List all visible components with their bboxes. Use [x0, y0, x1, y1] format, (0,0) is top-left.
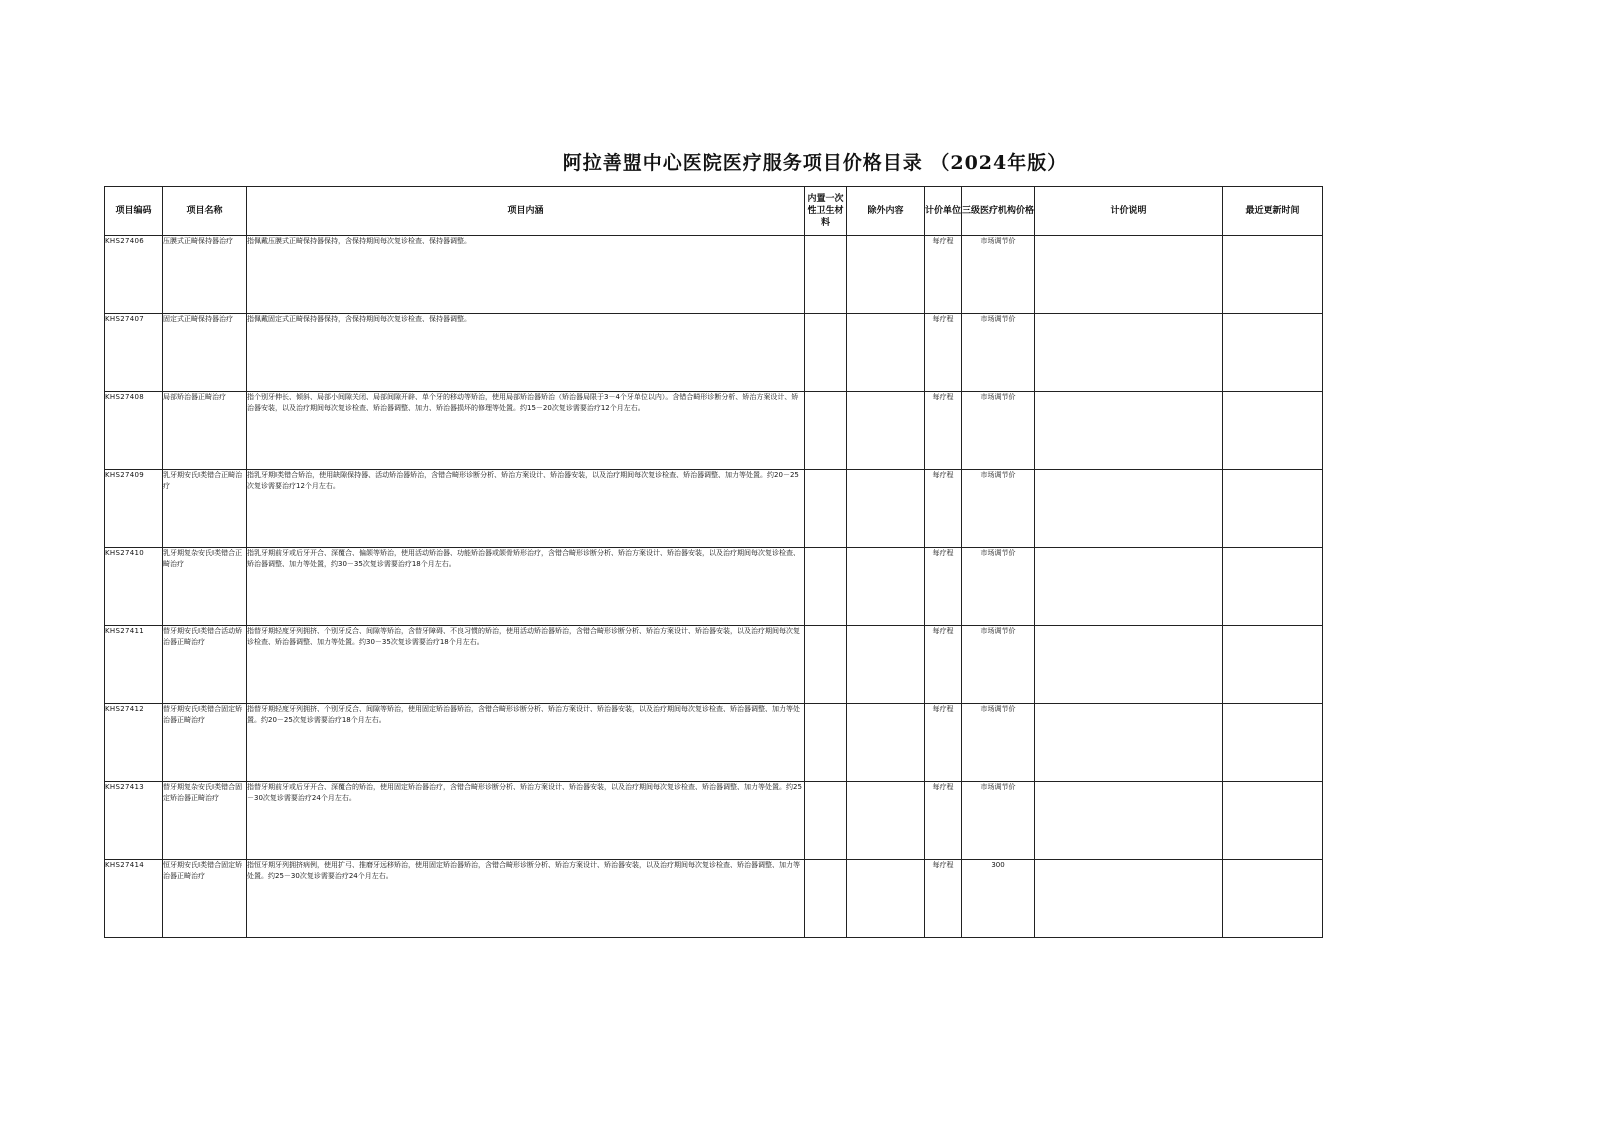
cell-code: KHS27414 [105, 860, 163, 938]
cell-content: 指乳牙期Ⅰ类错合矫治，使用缺隙保持器、活动矫治器矫治，含错合畸形诊断分析、矫治方案设计、矫治器安装，以及治疗期间每次复诊检查、矫治器调整、加力等处置。约20－25次复诊需要治疗12个月左右。 [247, 470, 805, 548]
cell-excluded [847, 392, 925, 470]
cell-price: 市场调节价 [962, 470, 1035, 548]
header-unit: 计价单位 [925, 187, 962, 236]
cell-price: 市场调节价 [962, 782, 1035, 860]
header-price: 三级医疗机构价格 [962, 187, 1035, 236]
cell-name: 压膜式正畸保持器治疗 [163, 236, 247, 314]
cell-note [1035, 860, 1223, 938]
cell-name: 局部矫治器正畸治疗 [163, 392, 247, 470]
cell-code: KHS27408 [105, 392, 163, 470]
cell-name: 替牙期安氏Ⅰ类错合活动矫治器正畸治疗 [163, 626, 247, 704]
header-note: 计价说明 [1035, 187, 1223, 236]
cell-note [1035, 704, 1223, 782]
cell-code: KHS27413 [105, 782, 163, 860]
cell-code: KHS27409 [105, 470, 163, 548]
cell-name: 替牙期复杂安氏Ⅰ类错合固定矫治器正畸治疗 [163, 782, 247, 860]
cell-note [1035, 314, 1223, 392]
cell-unit: 每疗程 [925, 392, 962, 470]
cell-name: 恒牙期安氏Ⅰ类错合固定矫治器正畸治疗 [163, 860, 247, 938]
cell-excluded [847, 236, 925, 314]
cell-unit: 每疗程 [925, 782, 962, 860]
cell-updated [1223, 236, 1323, 314]
cell-excluded [847, 860, 925, 938]
cell-content: 指个别牙伸长、倾斜、局部小间隙关闭、局部间隙开辟、单个牙的移动等矫治，使用局部矫治器矫治（矫治器局限于3－4个牙单位以内）。含错合畸形诊断分析、矫治方案设计、矫治器安装，以及治疗期间每次复诊检查、矫治器调整、加力、矫治器损坏的修理等处置。约15－20次复诊需要治疗12个月左右。 [247, 392, 805, 470]
table-row [105, 626, 1323, 704]
header-excluded: 除外内容 [847, 187, 925, 236]
cell-updated [1223, 314, 1323, 392]
cell-unit: 每疗程 [925, 626, 962, 704]
price-table [104, 186, 1323, 938]
cell-note [1035, 236, 1223, 314]
cell-code: KHS27406 [105, 236, 163, 314]
cell-price: 市场调节价 [962, 626, 1035, 704]
table-row [105, 314, 1323, 392]
cell-excluded [847, 626, 925, 704]
cell-code: KHS27411 [105, 626, 163, 704]
cell-excluded [847, 782, 925, 860]
table-header-row [105, 187, 1323, 236]
cell-excluded [847, 314, 925, 392]
cell-material [805, 392, 847, 470]
cell-name: 替牙期安氏Ⅰ类错合固定矫治器正畸治疗 [163, 704, 247, 782]
cell-price: 300 [962, 860, 1035, 938]
cell-note [1035, 548, 1223, 626]
cell-price: 市场调节价 [962, 548, 1035, 626]
table-row [105, 704, 1323, 782]
cell-updated [1223, 470, 1323, 548]
cell-code: KHS27412 [105, 704, 163, 782]
header-updated: 最近更新时间 [1223, 187, 1323, 236]
cell-excluded [847, 470, 925, 548]
cell-updated [1223, 860, 1323, 938]
cell-name: 乳牙期安氏Ⅰ类错合正畸治疗 [163, 470, 247, 548]
cell-updated [1223, 704, 1323, 782]
cell-unit: 每疗程 [925, 314, 962, 392]
cell-updated [1223, 392, 1323, 470]
header-content: 项目内涵 [247, 187, 805, 236]
cell-note [1035, 782, 1223, 860]
table-row [105, 782, 1323, 860]
cell-price: 市场调节价 [962, 704, 1035, 782]
cell-content: 指替牙期前牙或后牙开合、深覆合的矫治，使用固定矫治器治疗，含错合畸形诊断分析、矫治方案设计、矫治器安装，以及治疗期间每次复诊检查、矫治器调整、加力等处置。约25－30次复诊需要治疗24个月左右。 [247, 782, 805, 860]
cell-unit: 每疗程 [925, 470, 962, 548]
cell-material [805, 314, 847, 392]
cell-content: 指佩戴固定式正畸保持器保持，含保持期间每次复诊检查、保持器调整。 [247, 314, 805, 392]
cell-code: KHS27410 [105, 548, 163, 626]
cell-material [805, 548, 847, 626]
cell-excluded [847, 548, 925, 626]
cell-material [805, 704, 847, 782]
cell-note [1035, 470, 1223, 548]
cell-updated [1223, 626, 1323, 704]
cell-material [805, 470, 847, 548]
table-row [105, 548, 1323, 626]
cell-content: 指佩戴压膜式正畸保持器保持，含保持期间每次复诊检查、保持器调整。 [247, 236, 805, 314]
cell-name: 乳牙期复杂安氏Ⅰ类错合正畸治疗 [163, 548, 247, 626]
page-title: 阿拉善盟中心医院医疗服务项目价格目录 （2024年版） [562, 152, 1068, 174]
cell-price: 市场调节价 [962, 236, 1035, 314]
cell-material [805, 860, 847, 938]
cell-unit: 每疗程 [925, 236, 962, 314]
cell-excluded [847, 704, 925, 782]
cell-code: KHS27407 [105, 314, 163, 392]
table-row [105, 470, 1323, 548]
table-row [105, 860, 1323, 938]
cell-unit: 每疗程 [925, 548, 962, 626]
cell-updated [1223, 782, 1323, 860]
table-row [105, 236, 1323, 314]
cell-updated [1223, 548, 1323, 626]
header-material: 内置一次性卫生材料 [805, 187, 847, 236]
cell-unit: 每疗程 [925, 860, 962, 938]
cell-price: 市场调节价 [962, 392, 1035, 470]
cell-unit: 每疗程 [925, 704, 962, 782]
cell-content: 指替牙期轻度牙列拥挤、个别牙反合、间隙等矫治，含替牙障碍、不良习惯的矫治，使用活动矫治器矫治，含错合畸形诊断分析、矫治方案设计、矫治器安装，以及治疗期间每次复诊检查、矫治器调整、加力等处置。约30－35次复诊需要治疗18个月左右。 [247, 626, 805, 704]
cell-material [805, 626, 847, 704]
cell-content: 指乳牙期前牙或后牙开合、深覆合、偏颌等矫治，使用活动矫治器、功能矫治器或颌骨矫形治疗，含错合畸形诊断分析、矫治方案设计、矫治器安装，以及治疗期间每次复诊检查、矫治器调整、加力等处置，约30－35次复诊需要治疗18个月左右。 [247, 548, 805, 626]
cell-content: 指恒牙期牙列拥挤病例，使用扩弓、推磨牙远移矫治，使用固定矫治器矫治，含错合畸形诊断分析、矫治方案设计、矫治器安装，以及治疗期间每次复诊检查、矫治器调整、加力等处置。约25－30次复诊需要治疗24个月左右。 [247, 860, 805, 938]
cell-material [805, 236, 847, 314]
cell-note [1035, 626, 1223, 704]
cell-name: 固定式正畸保持器治疗 [163, 314, 247, 392]
header-name: 项目名称 [163, 187, 247, 236]
header-code: 项目编码 [105, 187, 163, 236]
cell-material [805, 782, 847, 860]
cell-note [1035, 392, 1223, 470]
cell-content: 指替牙期轻度牙列拥挤、个别牙反合、间隙等矫治，使用固定矫治器矫治，含错合畸形诊断分析、矫治方案设计、矫治器安装，以及治疗期间每次复诊检查、矫治器调整、加力等处置。约20－25次复诊需要治疗18个月左右。 [247, 704, 805, 782]
cell-price: 市场调节价 [962, 314, 1035, 392]
table-row [105, 392, 1323, 470]
